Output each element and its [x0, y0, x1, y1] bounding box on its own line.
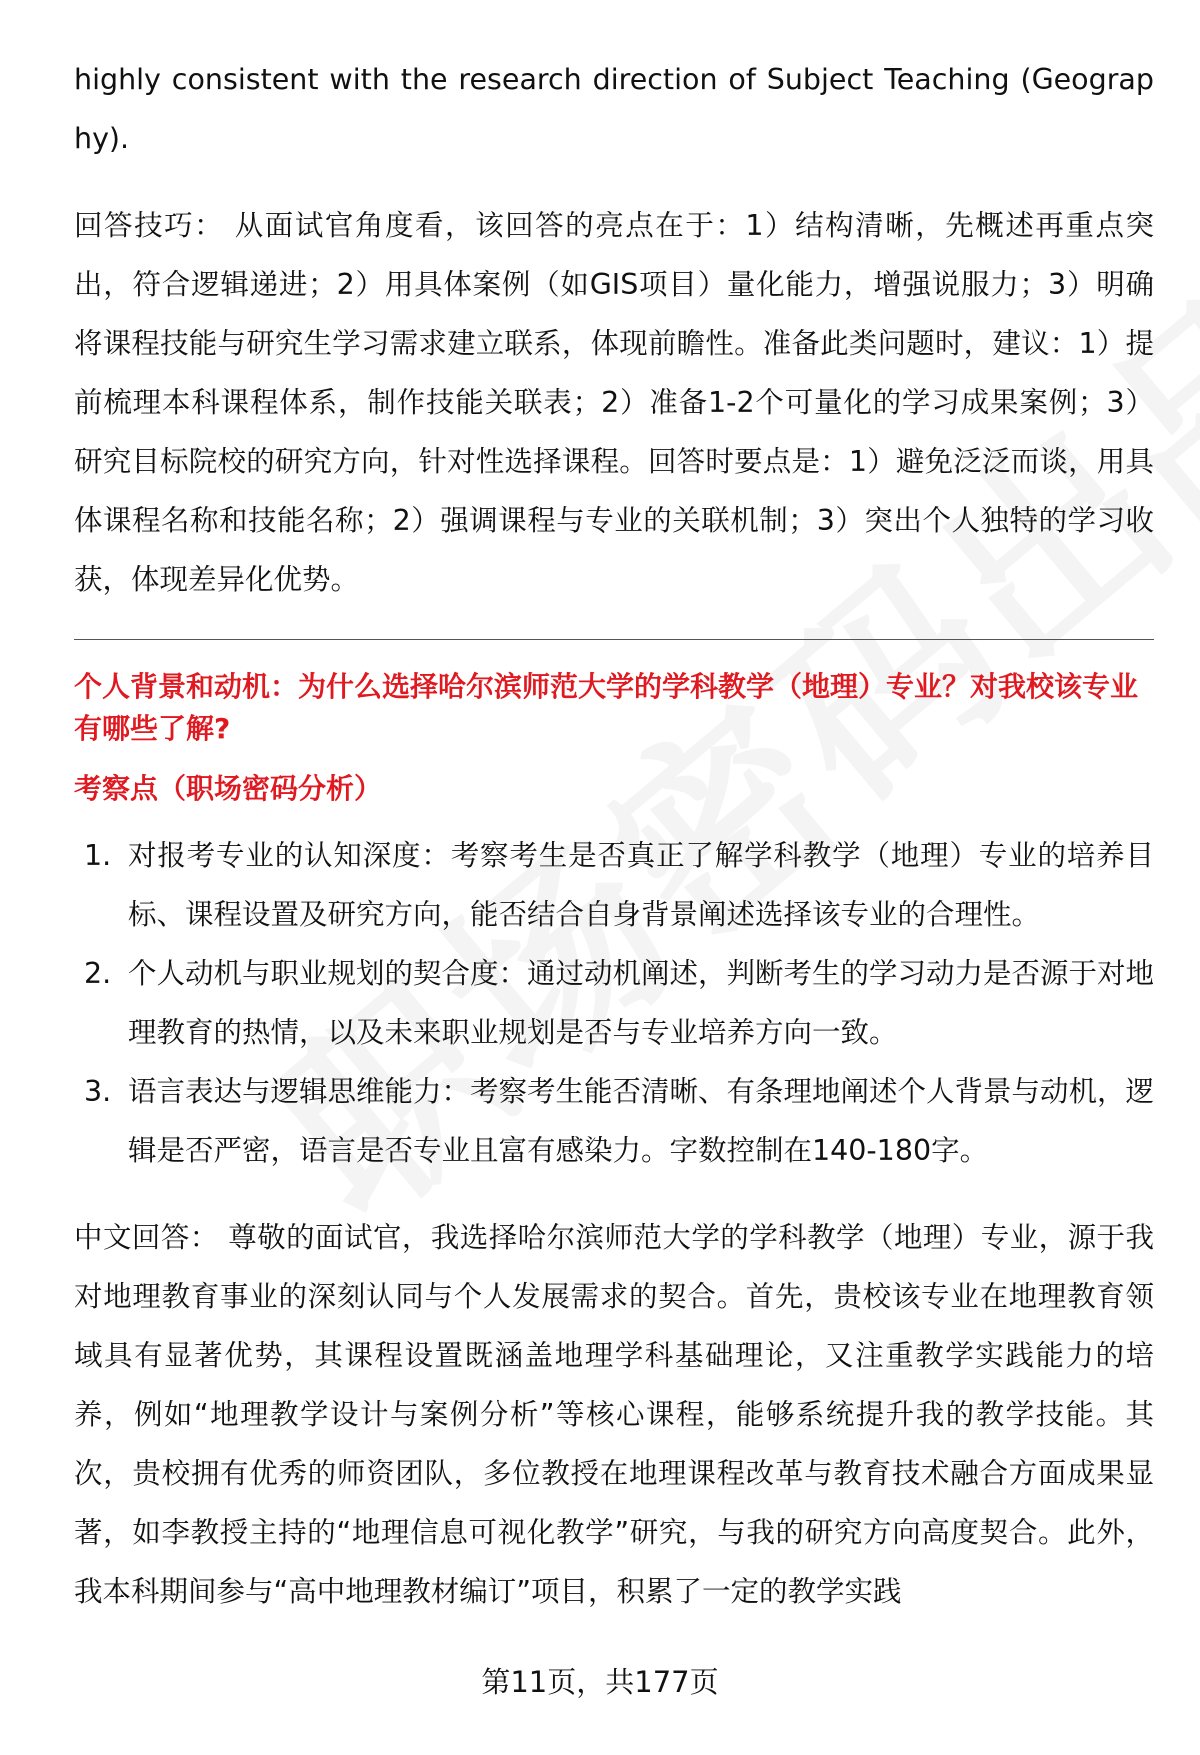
- intro-continuation: highly consistent with the research direction of Subject Teaching (Geography).: [74, 63, 1154, 155]
- page-content: [74, 50, 1154, 1621]
- spacer: [74, 750, 1154, 768]
- chinese-answer-paragraph: 中文回答： 尊敬的面试官，我选择哈尔滨师范大学的学科教学（地理）专业，源于我对地理教育事业的深刻认同与个人发展需求的契合。首先，贵校该专业在地理教育领域具有显著优势，其课程设置既涵盖地理学科基础理论，又注重教学实践能力的培养，例如“地理教学设计与案例分析”等核心课程，能够系统提升我的教学技能。其次，贵校拥有优秀的师资团队，多位教授在地理课程改革与教育技术融合方面成果显著，如李教授主持的“地理信息可视化教学”研究，与我的研究方向高度契合。此外，我本科期间参与“高中地理教材编订”项目，积累了一定的教学实践: [74, 1221, 1154, 1608]
- answer-tips-paragraph: 回答技巧： 从面试官角度看，该回答的亮点在于：1）结构清晰，先概述再重点突出，符合逻辑递进；2）用具体案例（如GIS项目）量化能力，增强说服力；3）明确将课程技能与研究生学习需求建立联系，体现前瞻性。准备此类问题时，建议：1）提前梳理本科课程体系，制作技能关联表；2）准备1-2个可量化的学习成果案例；3）研究目标院校的研究方向，针对性选择课程。回答时要点是：1）避免泛泛而谈，用具体课程名称和技能名称；2）强调课程与专业的关联机制；3）突出个人独特的学习收获，体现差异化优势。: [74, 209, 1154, 596]
- page-number-footer: 第11页，共177页: [481, 1665, 719, 1699]
- spacer: [74, 609, 1154, 639]
- spacer: [74, 1180, 1154, 1208]
- list-item-number: 1.: [84, 839, 112, 872]
- focus-heading: 考察点（职场密码分析）: [74, 772, 383, 805]
- spacer: [74, 168, 1154, 196]
- list-item-text: 个人动机与职业规划的契合度：通过动机阐述，判断考生的学习动力是否源于对地理教育的热情，以及未来职业规划是否与专业培养方向一致。: [128, 957, 1155, 1049]
- list-item: [74, 1062, 1154, 1180]
- list-item-number: 3.: [84, 1075, 112, 1108]
- list-item: [74, 944, 1154, 1062]
- question-heading: 个人背景和动机：为什么选择哈尔滨师范大学的学科教学（地理）专业？对我校该专业有哪些了解?: [74, 670, 1139, 745]
- spacer: [74, 640, 1154, 666]
- list-item: [74, 826, 1154, 944]
- focus-point-list: [74, 826, 1154, 1180]
- list-item-text: 语言表达与逻辑思维能力：考察考生能否清晰、有条理地阐述个人背景与动机，逻辑是否严密，语言是否专业且富有感染力。字数控制在140-180字。: [128, 1075, 1155, 1167]
- spacer: [74, 810, 1154, 826]
- list-item-number: 2.: [84, 957, 112, 990]
- list-item-text: 对报考专业的认知深度：考察考生是否真正了解学科教学（地理）专业的培养目标、课程设置及研究方向，能否结合自身背景阐述选择该专业的合理性。: [128, 839, 1154, 931]
